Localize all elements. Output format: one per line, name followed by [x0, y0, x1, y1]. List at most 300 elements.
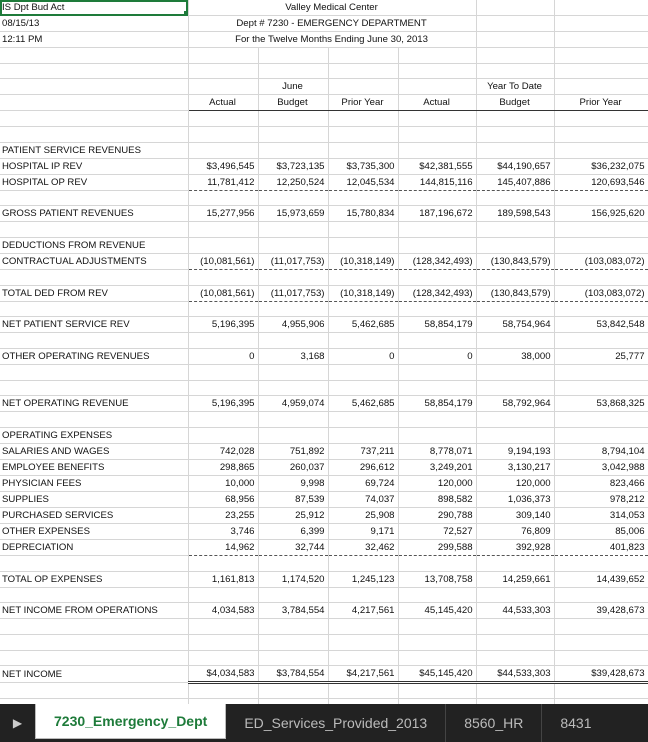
value-cell[interactable]: 309,140 — [476, 508, 554, 524]
value-cell[interactable]: (10,081,561) — [188, 285, 258, 301]
cell[interactable] — [258, 556, 328, 572]
value-cell[interactable]: 13,708,758 — [398, 571, 476, 587]
cell[interactable] — [188, 63, 258, 79]
cell[interactable] — [0, 683, 188, 699]
value-cell[interactable]: 9,171 — [328, 524, 398, 540]
cell[interactable] — [476, 142, 554, 158]
value-cell[interactable]: 187,196,672 — [398, 206, 476, 222]
value-cell[interactable]: 45,145,420 — [398, 603, 476, 619]
row-label[interactable]: NET INCOME FROM OPERATIONS — [0, 603, 188, 619]
cell[interactable] — [188, 333, 258, 349]
value-cell[interactable]: 0 — [398, 349, 476, 365]
cell[interactable] — [0, 635, 188, 651]
value-cell[interactable]: 9,194,193 — [476, 444, 554, 460]
cell[interactable] — [188, 190, 258, 206]
cell[interactable] — [398, 556, 476, 572]
cell[interactable] — [188, 238, 258, 254]
value-cell[interactable]: $4,217,561 — [328, 666, 398, 683]
value-cell[interactable]: 5,196,395 — [188, 317, 258, 333]
column-header[interactable]: Prior Year — [554, 95, 648, 111]
value-cell[interactable]: (128,342,493) — [398, 254, 476, 270]
value-cell[interactable]: 120,693,546 — [554, 174, 648, 190]
cell[interactable] — [476, 683, 554, 699]
value-cell[interactable]: (128,342,493) — [398, 285, 476, 301]
cell[interactable] — [258, 428, 328, 444]
cell[interactable] — [476, 111, 554, 127]
cell[interactable] — [0, 365, 188, 381]
cell[interactable] — [398, 270, 476, 286]
cell[interactable] — [476, 0, 554, 16]
value-cell[interactable]: 1,245,123 — [328, 571, 398, 587]
cell[interactable] — [328, 650, 398, 666]
value-cell[interactable]: 58,854,179 — [398, 317, 476, 333]
cell[interactable] — [188, 301, 258, 317]
cell[interactable] — [554, 79, 648, 95]
cell[interactable] — [554, 365, 648, 381]
cell[interactable] — [554, 333, 648, 349]
cell[interactable] — [188, 635, 258, 651]
cell[interactable] — [328, 142, 398, 158]
value-cell[interactable]: (103,083,072) — [554, 254, 648, 270]
value-cell[interactable]: 12,250,524 — [258, 174, 328, 190]
value-cell[interactable]: 32,744 — [258, 540, 328, 556]
cell[interactable] — [554, 127, 648, 143]
cell[interactable] — [398, 79, 476, 95]
value-cell[interactable]: 3,746 — [188, 524, 258, 540]
cell[interactable] — [398, 111, 476, 127]
row-label[interactable]: EMPLOYEE BENEFITS — [0, 460, 188, 476]
value-cell[interactable]: 156,925,620 — [554, 206, 648, 222]
cell[interactable] — [0, 412, 188, 428]
value-cell[interactable]: 12,045,534 — [328, 174, 398, 190]
cell[interactable] — [476, 127, 554, 143]
cell[interactable] — [398, 142, 476, 158]
cell[interactable] — [476, 650, 554, 666]
cell[interactable] — [188, 111, 258, 127]
column-header[interactable]: Budget — [258, 95, 328, 111]
row-label[interactable]: HOSPITAL OP REV — [0, 174, 188, 190]
cell[interactable] — [476, 428, 554, 444]
value-cell[interactable]: $3,496,545 — [188, 158, 258, 174]
cell[interactable] — [476, 48, 554, 64]
cell[interactable] — [188, 619, 258, 635]
value-cell[interactable]: 14,259,661 — [476, 571, 554, 587]
cell[interactable] — [398, 63, 476, 79]
value-cell[interactable]: 314,053 — [554, 508, 648, 524]
cell[interactable] — [476, 270, 554, 286]
cell[interactable] — [0, 556, 188, 572]
cell[interactable] — [258, 48, 328, 64]
value-cell[interactable]: 3,168 — [258, 349, 328, 365]
value-cell[interactable]: 85,006 — [554, 524, 648, 540]
cell[interactable] — [328, 127, 398, 143]
cell[interactable] — [258, 270, 328, 286]
value-cell[interactable]: 145,407,886 — [476, 174, 554, 190]
cell[interactable] — [328, 635, 398, 651]
cell[interactable] — [554, 16, 648, 32]
cell[interactable] — [476, 635, 554, 651]
value-cell[interactable]: 4,217,561 — [328, 603, 398, 619]
row-label[interactable]: DEPRECIATION — [0, 540, 188, 556]
value-cell[interactable]: 290,788 — [398, 508, 476, 524]
cell[interactable] — [328, 190, 398, 206]
report-code-cell[interactable]: IS Dpt Bud Act — [0, 0, 188, 16]
cell[interactable] — [554, 587, 648, 603]
value-cell[interactable]: 74,037 — [328, 492, 398, 508]
cell[interactable] — [476, 380, 554, 396]
cell[interactable] — [328, 380, 398, 396]
cell[interactable] — [258, 587, 328, 603]
period-title[interactable]: For the Twelve Months Ending June 30, 2013 — [188, 32, 476, 48]
cell[interactable] — [0, 95, 188, 111]
value-cell[interactable]: 3,042,988 — [554, 460, 648, 476]
cell[interactable] — [328, 301, 398, 317]
cell[interactable] — [188, 683, 258, 699]
value-cell[interactable]: 44,533,303 — [476, 603, 554, 619]
row-label[interactable]: NET INCOME — [0, 666, 188, 683]
cell[interactable] — [398, 619, 476, 635]
cell[interactable] — [398, 683, 476, 699]
cell[interactable] — [0, 301, 188, 317]
value-cell[interactable]: 5,462,685 — [328, 396, 398, 412]
value-cell[interactable]: 898,582 — [398, 492, 476, 508]
row-label[interactable]: PURCHASED SERVICES — [0, 508, 188, 524]
row-label[interactable]: SUPPLIES — [0, 492, 188, 508]
cell[interactable] — [188, 556, 258, 572]
value-cell[interactable]: 14,962 — [188, 540, 258, 556]
value-cell[interactable]: 298,865 — [188, 460, 258, 476]
column-header[interactable]: Budget — [476, 95, 554, 111]
cell[interactable] — [554, 635, 648, 651]
value-cell[interactable]: 25,912 — [258, 508, 328, 524]
value-cell[interactable]: $39,428,673 — [554, 666, 648, 683]
value-cell[interactable]: 68,956 — [188, 492, 258, 508]
cell[interactable] — [328, 683, 398, 699]
column-header[interactable]: Actual — [188, 95, 258, 111]
cell[interactable] — [328, 428, 398, 444]
cell[interactable] — [258, 63, 328, 79]
value-cell[interactable]: 296,612 — [328, 460, 398, 476]
cell[interactable] — [398, 190, 476, 206]
group-june[interactable]: June — [258, 79, 328, 95]
value-cell[interactable]: 4,955,906 — [258, 317, 328, 333]
cell[interactable] — [188, 412, 258, 428]
cell[interactable] — [328, 587, 398, 603]
cell[interactable] — [328, 79, 398, 95]
cell[interactable] — [188, 587, 258, 603]
value-cell[interactable]: 15,277,956 — [188, 206, 258, 222]
cell[interactable] — [398, 412, 476, 428]
value-cell[interactable]: 6,399 — [258, 524, 328, 540]
cell[interactable] — [398, 380, 476, 396]
cell[interactable] — [0, 650, 188, 666]
cell[interactable] — [188, 650, 258, 666]
value-cell[interactable]: 3,130,217 — [476, 460, 554, 476]
tab-7230-emergency-dept[interactable]: 7230_Emergency_Dept — [35, 704, 226, 739]
value-cell[interactable]: 0 — [328, 349, 398, 365]
row-label[interactable]: NET OPERATING REVENUE — [0, 396, 188, 412]
value-cell[interactable]: 39,428,673 — [554, 603, 648, 619]
value-cell[interactable]: 1,161,813 — [188, 571, 258, 587]
cell[interactable] — [476, 222, 554, 238]
cell[interactable] — [258, 635, 328, 651]
cell[interactable] — [554, 556, 648, 572]
cell[interactable] — [554, 63, 648, 79]
value-cell[interactable]: 15,973,659 — [258, 206, 328, 222]
value-cell[interactable]: 72,527 — [398, 524, 476, 540]
cell[interactable] — [554, 142, 648, 158]
time-cell[interactable]: 12:11 PM — [0, 32, 188, 48]
cell[interactable] — [0, 48, 188, 64]
cell[interactable] — [258, 412, 328, 428]
tab-ed-services-provided-2013[interactable]: ED_Services_Provided_2013 — [226, 704, 446, 742]
value-cell[interactable]: 38,000 — [476, 349, 554, 365]
value-cell[interactable]: 8,794,104 — [554, 444, 648, 460]
value-cell[interactable]: 823,466 — [554, 476, 648, 492]
cell[interactable] — [554, 428, 648, 444]
cell[interactable] — [554, 650, 648, 666]
value-cell[interactable]: 87,539 — [258, 492, 328, 508]
row-label[interactable]: TOTAL OP EXPENSES — [0, 571, 188, 587]
value-cell[interactable]: 53,842,548 — [554, 317, 648, 333]
cell[interactable] — [258, 380, 328, 396]
cell[interactable] — [188, 127, 258, 143]
cell[interactable] — [476, 587, 554, 603]
value-cell[interactable]: $36,232,075 — [554, 158, 648, 174]
cell[interactable] — [258, 142, 328, 158]
dept-title[interactable]: Dept # 7230 - EMERGENCY DEPARTMENT — [188, 16, 476, 32]
cell[interactable] — [188, 79, 258, 95]
value-cell[interactable]: (10,318,149) — [328, 285, 398, 301]
row-label[interactable]: OTHER EXPENSES — [0, 524, 188, 540]
value-cell[interactable]: 144,815,116 — [398, 174, 476, 190]
cell[interactable] — [554, 683, 648, 699]
value-cell[interactable]: 25,777 — [554, 349, 648, 365]
cell[interactable] — [188, 380, 258, 396]
value-cell[interactable]: 742,028 — [188, 444, 258, 460]
value-cell[interactable]: (130,843,579) — [476, 285, 554, 301]
value-cell[interactable]: (11,017,753) — [258, 285, 328, 301]
value-cell[interactable]: 32,462 — [328, 540, 398, 556]
cell[interactable] — [554, 111, 648, 127]
cell[interactable] — [476, 32, 554, 48]
value-cell[interactable]: 1,174,520 — [258, 571, 328, 587]
cell[interactable] — [328, 333, 398, 349]
cell[interactable] — [476, 16, 554, 32]
value-cell[interactable]: 401,823 — [554, 540, 648, 556]
row-label[interactable]: PHYSICIAN FEES — [0, 476, 188, 492]
value-cell[interactable]: 25,908 — [328, 508, 398, 524]
cell[interactable] — [0, 587, 188, 603]
cell[interactable] — [188, 48, 258, 64]
value-cell[interactable]: $45,145,420 — [398, 666, 476, 683]
cell[interactable] — [0, 380, 188, 396]
cell[interactable] — [328, 619, 398, 635]
value-cell[interactable]: $44,533,303 — [476, 666, 554, 683]
value-cell[interactable]: 69,724 — [328, 476, 398, 492]
value-cell[interactable]: (11,017,753) — [258, 254, 328, 270]
cell[interactable] — [328, 111, 398, 127]
tab-scroll-button[interactable] — [0, 704, 35, 742]
cell[interactable] — [258, 650, 328, 666]
cell[interactable] — [258, 683, 328, 699]
cell[interactable] — [476, 556, 554, 572]
value-cell[interactable]: $3,784,554 — [258, 666, 328, 683]
value-cell[interactable]: $44,190,657 — [476, 158, 554, 174]
row-label[interactable]: HOSPITAL IP REV — [0, 158, 188, 174]
value-cell[interactable]: 120,000 — [476, 476, 554, 492]
value-cell[interactable]: 392,928 — [476, 540, 554, 556]
cell[interactable] — [258, 190, 328, 206]
column-header[interactable]: Prior Year — [328, 95, 398, 111]
value-cell[interactable]: (130,843,579) — [476, 254, 554, 270]
cell[interactable] — [398, 333, 476, 349]
value-cell[interactable]: 3,784,554 — [258, 603, 328, 619]
value-cell[interactable]: 0 — [188, 349, 258, 365]
cell[interactable] — [258, 333, 328, 349]
cell[interactable] — [398, 127, 476, 143]
cell[interactable] — [0, 619, 188, 635]
cell[interactable] — [554, 270, 648, 286]
cell[interactable] — [476, 365, 554, 381]
cell[interactable] — [258, 301, 328, 317]
org-name[interactable]: Valley Medical Center — [188, 0, 476, 16]
tab-8560-hr[interactable]: 8560_HR — [446, 704, 542, 742]
cell[interactable] — [554, 380, 648, 396]
cell[interactable] — [328, 222, 398, 238]
value-cell[interactable]: $42,381,555 — [398, 158, 476, 174]
cell[interactable] — [398, 238, 476, 254]
cell[interactable] — [328, 412, 398, 428]
value-cell[interactable]: (10,318,149) — [328, 254, 398, 270]
cell[interactable] — [554, 32, 648, 48]
value-cell[interactable]: 8,778,071 — [398, 444, 476, 460]
cell[interactable] — [328, 556, 398, 572]
date-cell[interactable]: 08/15/13 — [0, 16, 188, 32]
row-label[interactable]: NET PATIENT SERVICE REV — [0, 317, 188, 333]
cell[interactable] — [398, 222, 476, 238]
cell[interactable] — [554, 48, 648, 64]
cell[interactable] — [258, 365, 328, 381]
cell[interactable] — [398, 301, 476, 317]
cell[interactable] — [476, 412, 554, 428]
value-cell[interactable]: 76,809 — [476, 524, 554, 540]
cell[interactable] — [258, 238, 328, 254]
cell[interactable] — [476, 238, 554, 254]
value-cell[interactable]: 4,959,074 — [258, 396, 328, 412]
cell[interactable] — [398, 365, 476, 381]
cell[interactable] — [258, 111, 328, 127]
value-cell[interactable]: 10,000 — [188, 476, 258, 492]
cell[interactable] — [476, 190, 554, 206]
value-cell[interactable]: 9,998 — [258, 476, 328, 492]
value-cell[interactable]: $4,034,583 — [188, 666, 258, 683]
cell[interactable] — [328, 48, 398, 64]
value-cell[interactable]: 978,212 — [554, 492, 648, 508]
value-cell[interactable]: 23,255 — [188, 508, 258, 524]
cell[interactable] — [554, 238, 648, 254]
cell[interactable] — [0, 127, 188, 143]
value-cell[interactable]: 751,892 — [258, 444, 328, 460]
cell[interactable] — [554, 0, 648, 16]
row-label[interactable]: OTHER OPERATING REVENUES — [0, 349, 188, 365]
cell[interactable] — [328, 270, 398, 286]
cell[interactable] — [258, 127, 328, 143]
value-cell[interactable]: 58,754,964 — [476, 317, 554, 333]
cell[interactable] — [188, 365, 258, 381]
cell[interactable] — [0, 222, 188, 238]
value-cell[interactable]: $3,735,300 — [328, 158, 398, 174]
column-header[interactable]: Actual — [398, 95, 476, 111]
value-cell[interactable]: (10,081,561) — [188, 254, 258, 270]
value-cell[interactable]: (103,083,072) — [554, 285, 648, 301]
value-cell[interactable]: 14,439,652 — [554, 571, 648, 587]
value-cell[interactable]: 737,211 — [328, 444, 398, 460]
value-cell[interactable]: 58,854,179 — [398, 396, 476, 412]
cell[interactable] — [0, 63, 188, 79]
cell[interactable] — [554, 412, 648, 428]
group-ytd[interactable]: Year To Date — [476, 79, 554, 95]
value-cell[interactable]: 15,780,834 — [328, 206, 398, 222]
value-cell[interactable]: 11,781,412 — [188, 174, 258, 190]
cell[interactable] — [328, 238, 398, 254]
cell[interactable] — [0, 333, 188, 349]
value-cell[interactable]: 120,000 — [398, 476, 476, 492]
row-label[interactable]: TOTAL DED FROM REV — [0, 285, 188, 301]
value-cell[interactable]: 1,036,373 — [476, 492, 554, 508]
tab-8431[interactable]: 8431 — [560, 715, 592, 731]
cell[interactable] — [554, 619, 648, 635]
value-cell[interactable]: $3,723,135 — [258, 158, 328, 174]
cell[interactable] — [0, 270, 188, 286]
cell[interactable] — [188, 428, 258, 444]
value-cell[interactable]: 4,034,583 — [188, 603, 258, 619]
cell[interactable] — [476, 63, 554, 79]
value-cell[interactable]: 5,196,395 — [188, 396, 258, 412]
cell[interactable] — [188, 270, 258, 286]
cell[interactable] — [328, 365, 398, 381]
value-cell[interactable]: 3,249,201 — [398, 460, 476, 476]
section-heading[interactable]: PATIENT SERVICE REVENUES — [0, 142, 188, 158]
cell[interactable] — [328, 63, 398, 79]
cell[interactable] — [398, 428, 476, 444]
value-cell[interactable]: 299,588 — [398, 540, 476, 556]
cell[interactable] — [0, 111, 188, 127]
cell[interactable] — [398, 48, 476, 64]
row-label[interactable]: SALARIES AND WAGES — [0, 444, 188, 460]
cell[interactable] — [188, 222, 258, 238]
row-label[interactable]: CONTRACTUAL ADJUSTMENTS — [0, 254, 188, 270]
cell[interactable] — [0, 190, 188, 206]
value-cell[interactable]: 189,598,543 — [476, 206, 554, 222]
cell[interactable] — [258, 619, 328, 635]
value-cell[interactable]: 5,462,685 — [328, 317, 398, 333]
cell[interactable] — [476, 619, 554, 635]
cell[interactable] — [554, 301, 648, 317]
section-heading[interactable]: OPERATING EXPENSES — [0, 428, 188, 444]
row-label[interactable]: GROSS PATIENT REVENUES — [0, 206, 188, 222]
cell[interactable] — [398, 650, 476, 666]
cell[interactable] — [398, 635, 476, 651]
cell[interactable] — [258, 222, 328, 238]
cell[interactable] — [476, 333, 554, 349]
cell[interactable] — [0, 79, 188, 95]
value-cell[interactable]: 260,037 — [258, 460, 328, 476]
cell[interactable] — [188, 142, 258, 158]
value-cell[interactable]: 58,792,964 — [476, 396, 554, 412]
cell[interactable] — [476, 301, 554, 317]
value-cell[interactable]: 53,868,325 — [554, 396, 648, 412]
